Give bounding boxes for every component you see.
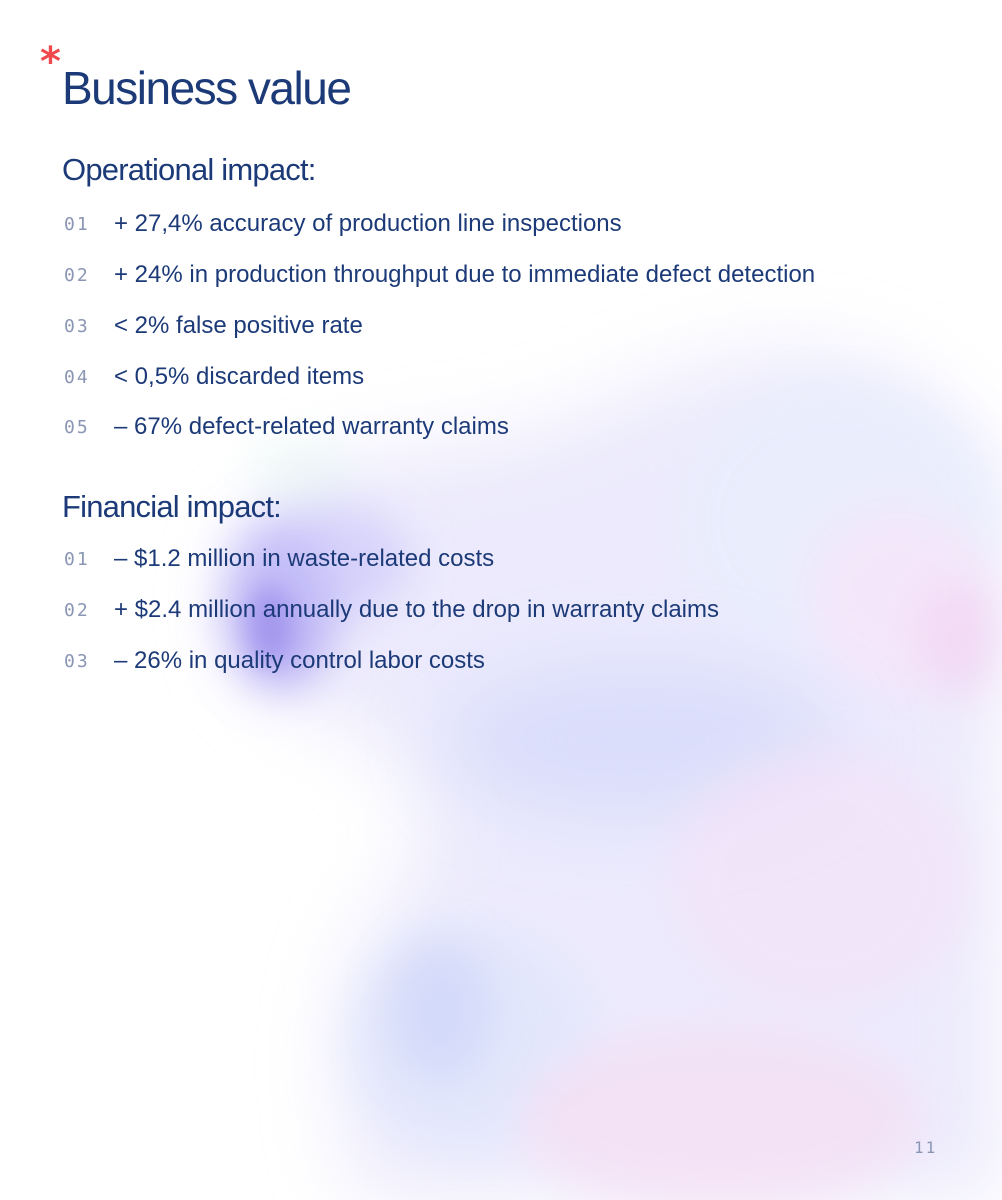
item-text: + 24% in production throughput due to immediate defect detection — [114, 261, 816, 288]
item-text: < 0,5% discarded items — [114, 363, 365, 390]
item-text: < 2% false positive rate — [114, 312, 363, 339]
item-text: – $1.2 million in waste-related costs — [114, 545, 495, 572]
item-number: 01 — [64, 548, 90, 570]
item-text: – 67% defect-related warranty claims — [114, 413, 509, 440]
item-text: – 26% in quality control labor costs — [114, 647, 485, 674]
item-text: + $2.4 million annually due to the drop in warranty claims — [114, 596, 719, 623]
item-number: 03 — [64, 315, 90, 337]
page-number: 11 — [914, 1138, 938, 1157]
list-item — [64, 592, 719, 628]
item-number: 01 — [64, 213, 90, 235]
list-item — [64, 206, 622, 242]
item-number: 03 — [64, 650, 90, 672]
list-item — [64, 541, 494, 577]
item-number: 04 — [64, 366, 90, 388]
item-text: + 27,4% accuracy of production line inspections — [114, 210, 622, 237]
list-item — [64, 359, 364, 395]
page-title: Business value — [62, 62, 351, 114]
asterisk-icon: * — [40, 39, 61, 85]
item-number: 05 — [64, 416, 90, 438]
list-item — [64, 308, 363, 344]
operational-impact-heading: Operational impact: — [62, 152, 316, 187]
list-item — [64, 257, 815, 293]
item-number: 02 — [64, 599, 90, 621]
list-item — [64, 409, 509, 445]
list-item — [64, 643, 485, 679]
financial-impact-heading: Financial impact: — [62, 489, 281, 524]
item-number: 02 — [64, 264, 90, 286]
